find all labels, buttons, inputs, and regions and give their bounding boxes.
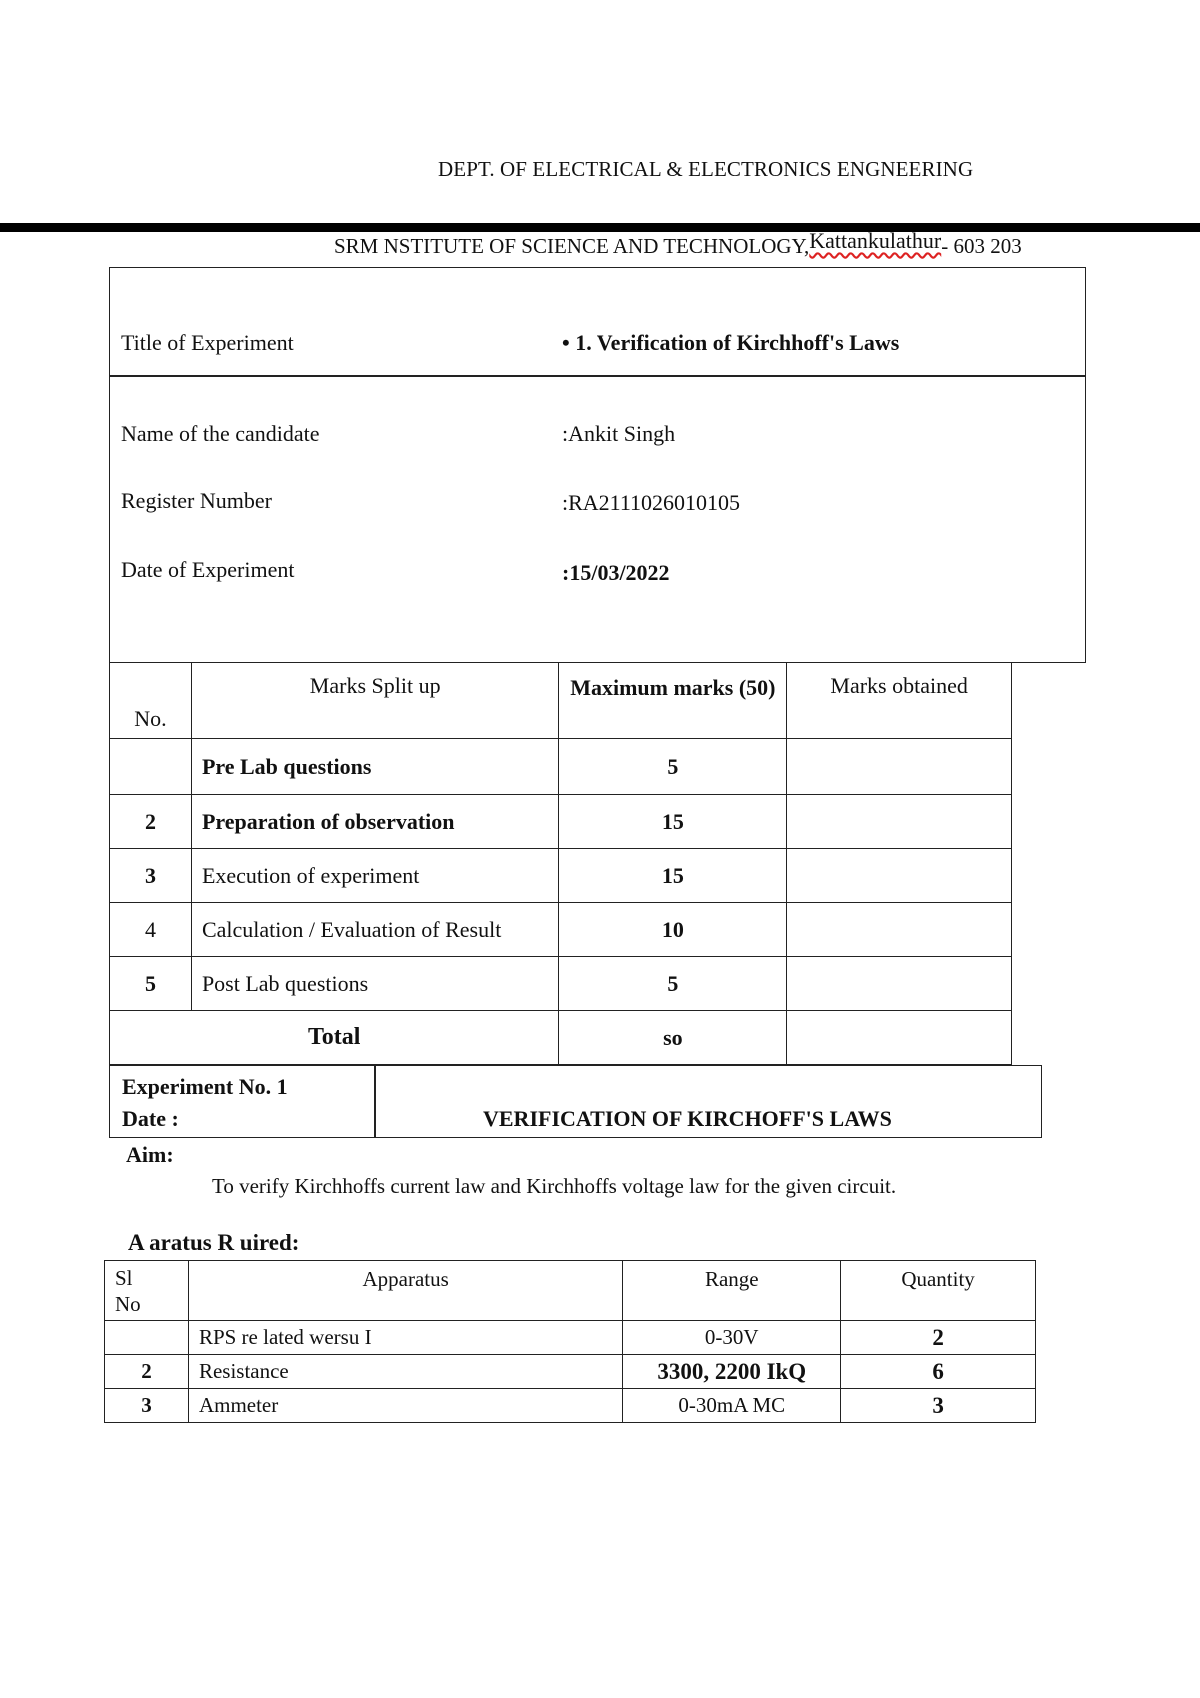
marks-row-obtained[interactable] [787, 739, 1012, 795]
experiment-divider [374, 1066, 376, 1137]
apparatus-row-sl: 3 [105, 1389, 189, 1423]
apparatus-table [104, 1260, 1036, 1423]
marks-row [110, 957, 1012, 1011]
marks-row-item: Execution of experiment [191, 849, 559, 903]
aim-label: Aim: [126, 1142, 174, 1167]
apparatus-row-name: Ammeter [188, 1389, 622, 1423]
date-label: Date of Experiment [121, 557, 295, 582]
marks-row-max: 15 [559, 795, 787, 849]
marks-row-no: 2 [110, 795, 192, 849]
marks-row-max: 5 [559, 957, 787, 1011]
apparatus-row-range: 3300, 2200 IkQ [623, 1355, 841, 1389]
institute-pincode: - 603 203 [941, 234, 1022, 258]
marks-row-item: Post Lab questions [191, 957, 559, 1011]
marks-row [110, 739, 1012, 795]
register-label: Register Number [121, 488, 272, 513]
apparatus-row-name: Resistance [188, 1355, 622, 1389]
apparatus-header-name: Apparatus [188, 1261, 622, 1321]
marks-header-max: Maximum marks (50) [559, 663, 787, 739]
header-rule [0, 223, 1200, 232]
name-value: :Ankit Singh [562, 421, 676, 446]
marks-row-item: Preparation of observation [191, 795, 559, 849]
marks-row-obtained[interactable] [787, 849, 1012, 903]
title-value: • 1. Verification of Kirchhoff's Laws [562, 330, 900, 355]
marks-total-obtained[interactable] [787, 1011, 1012, 1065]
candidate-box [109, 375, 1086, 663]
apparatus-row-sl [105, 1321, 189, 1355]
marks-row-item: Pre Lab questions [191, 739, 559, 795]
title-box [109, 267, 1086, 377]
institute-line [334, 228, 1022, 259]
apparatus-header-qty: Quantity [841, 1261, 1036, 1321]
institute-name: SRM NSTITUTE OF SCIENCE AND TECHNOLOGY, [334, 234, 810, 258]
marks-row-no: 4 [110, 903, 192, 957]
marks-row [110, 849, 1012, 903]
experiment-title: VERIFICATION OF KIRCHOFF'S LAWS [483, 1106, 892, 1131]
marks-row [110, 795, 1012, 849]
apparatus-row [105, 1321, 1036, 1355]
apparatus-row-qty: 6 [841, 1355, 1036, 1389]
apparatus-header-row [105, 1261, 1036, 1321]
apparatus-row [105, 1389, 1036, 1423]
apparatus-row-qty: 3 [841, 1389, 1036, 1423]
apparatus-row-range: 0-30V [623, 1321, 841, 1355]
apparatus-row-qty: 2 [841, 1321, 1036, 1355]
institute-place: Kattankulathur [809, 228, 942, 253]
apparatus-row-name: RPS re lated wersu I [188, 1321, 622, 1355]
marks-row-max: 10 [559, 903, 787, 957]
marks-row-max: 5 [559, 739, 787, 795]
apparatus-row [105, 1355, 1036, 1389]
marks-total-value: so [559, 1011, 787, 1065]
marks-header-row [110, 663, 1012, 739]
apparatus-row-sl: 2 [105, 1355, 189, 1389]
marks-row-obtained[interactable] [787, 795, 1012, 849]
marks-header-obtained: Marks obtained [787, 663, 1012, 739]
marks-total-row [110, 1011, 1012, 1065]
marks-header-no: No. [110, 663, 192, 739]
marks-row-item: Calculation / Evaluation of Result [191, 903, 559, 957]
register-value: :RA2111026010105 [562, 490, 741, 515]
marks-row-no: 5 [110, 957, 192, 1011]
marks-row-obtained[interactable] [787, 957, 1012, 1011]
department-title: DEPT. OF ELECTRICAL & ELECTRONICS ENGNEERING [438, 157, 974, 181]
marks-row-no [110, 739, 192, 795]
marks-row-max: 15 [559, 849, 787, 903]
marks-table [109, 662, 1012, 1065]
apparatus-header-sl: Sl No [105, 1261, 189, 1321]
marks-row-obtained[interactable] [787, 903, 1012, 957]
marks-row [110, 903, 1012, 957]
title-label: Title of Experiment [121, 330, 294, 355]
marks-header-split: Marks Split up [191, 663, 559, 739]
experiment-date-label: Date : [122, 1106, 179, 1131]
experiment-number: Experiment No. 1 [122, 1074, 288, 1099]
marks-total-label: Total [110, 1011, 559, 1065]
apparatus-label: A aratus R uired: [128, 1230, 300, 1255]
name-label: Name of the candidate [121, 421, 320, 446]
apparatus-row-range: 0-30mA MC [623, 1389, 841, 1423]
apparatus-header-range: Range [623, 1261, 841, 1321]
date-value: :15/03/2022 [562, 560, 670, 585]
marks-row-no: 3 [110, 849, 192, 903]
experiment-box [109, 1065, 1042, 1138]
aim-text: To verify Kirchhoffs current law and Kirchhoffs voltage law for the given circuit. [212, 1174, 897, 1198]
